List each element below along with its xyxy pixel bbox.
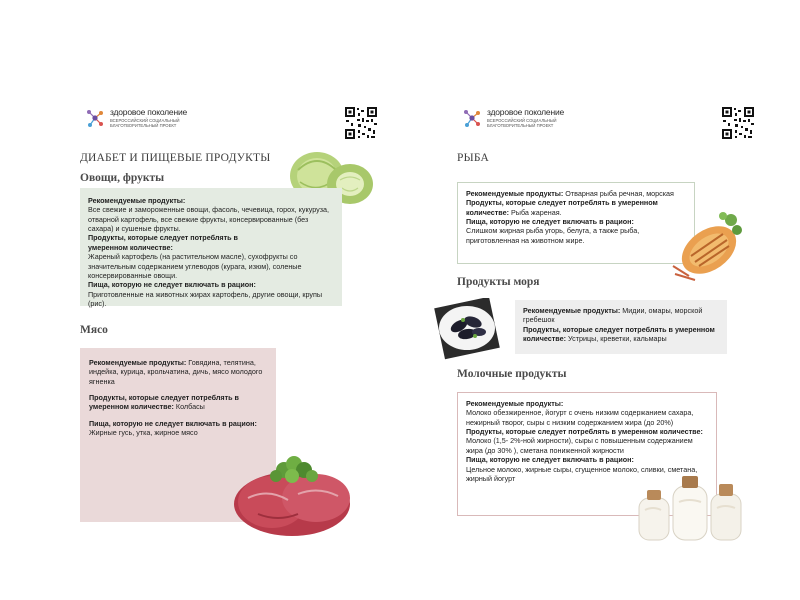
dairy-recommended-text: Молоко обезжиренное, йогурт с очень низким содержанием сахара, нежирный творог, сыры с низким содержанием жира (до 20%) <box>466 408 694 427</box>
milk-bottles-image <box>631 470 749 544</box>
meat-recommended-label: Рекомендуемые продукты: <box>89 358 187 367</box>
veg-info-box <box>80 188 342 306</box>
veg-recommended-text: Все свежие и замороженные овощи, фасоль, чечевица, горох, кукуруза, отварной картофель, все свежие фрукты, консервированные (без сахара) и сушеные фрукты. <box>88 205 330 234</box>
veg-recommended-label: Рекомендуемые продукты: <box>88 196 186 205</box>
brand-name-right: здоровое поколение <box>487 106 565 117</box>
left-page <box>78 92 378 552</box>
fish-moderate-text: Рыба жареная. <box>511 207 562 217</box>
brand-subtitle: ВСЕРОССИЙСКИЙ СОЦИАЛЬНЫЙ БЛАГОТВОРИТЕЛЬНЫЙ ПРОЕКТ <box>110 118 180 129</box>
meat-moderate-text: Колбасы <box>175 402 205 412</box>
veg-exclude-text: Приготовленные на животных жирах картофель, другие овощи, крупы (рис). <box>88 289 323 308</box>
dairy-exclude-label: Пища, которую не следует включать в рацион: <box>466 455 634 465</box>
sea-heading: Продукты моря <box>457 276 540 288</box>
dairy-moderate-text: Молоко (1,5- 2%-ной жирности), сыры с повышенным содержанием жира (до 30% ), сметана пониженной жирности <box>466 436 693 455</box>
fish-heading: РЫБА <box>457 152 489 164</box>
sea-moderate-label: Продукты, которые следует потреблять в умеренном количестве: <box>523 324 715 344</box>
sea-info-box <box>515 300 727 354</box>
fish-exclude-label: Пища, которую не следует включать в рацион: <box>466 217 634 227</box>
dairy-moderate-label: Продукты, которые следует потреблять в умеренном количестве: <box>466 427 703 437</box>
veg-moderate-label: Продукты, которые следует потреблять в умеренном количестве: <box>88 233 238 252</box>
molecule-logo-icon <box>84 107 106 129</box>
dairy-recommended-label: Рекомендуемые продукты: <box>466 399 564 408</box>
fish-exclude-text: Слишком жирная рыба угорь, белуга, а также рыба, приготовленная на животном жире. <box>466 226 640 245</box>
sea-recommended-text: Мидии, омары, морской гребешок <box>523 306 703 325</box>
molecule-logo-icon <box>461 107 483 129</box>
fish-recommended-label: Рекомендуемые продукты: <box>466 189 564 198</box>
sea-moderate-text: Устрицы, креветки, кальмары <box>568 334 667 344</box>
qr-code-icon <box>344 106 378 140</box>
fish-info-box <box>457 182 695 264</box>
dairy-exclude-text: Цельное молоко, жирные сыры, сгущенное молоко, сливки, сметана, жирный йогурт <box>466 464 698 483</box>
meat-moderate-label: Продукты, которые следует потреблять в умеренном количестве: <box>89 393 239 412</box>
meat-recommended-text: Говядина, телятина, индейка, курица, крольчатина, дичь, мясо молодого ягненка <box>89 358 263 386</box>
page-title: ДИАБЕТ И ПИЩЕВЫЕ ПРОДУКТЫ <box>80 152 271 164</box>
veg-heading: Овощи, фрукты <box>80 172 165 184</box>
meat-heading: Мясо <box>80 324 108 336</box>
mussels-image <box>429 298 507 360</box>
fish-recommended-text: Отварная рыба речная, морская <box>565 189 674 198</box>
meat-exclude-label: Пища, которую не следует включать в рацион: <box>89 418 257 428</box>
brand-name: здоровое поколение <box>110 106 188 117</box>
brand-logo-right <box>461 106 582 130</box>
right-page <box>455 92 755 552</box>
sea-recommended-label: Рекомендуемые продукты: <box>523 306 621 315</box>
qr-code-icon <box>721 106 755 140</box>
dairy-heading: Молочные продукты <box>457 368 567 380</box>
veg-exclude-label: Пища, которую не следует включать в рацион: <box>88 280 256 290</box>
meat-image <box>228 448 360 540</box>
brand-subtitle-right: ВСЕРОССИЙСКИЙ СОЦИАЛЬНЫЙ БЛАГОТВОРИТЕЛЬНЫЙ ПРОЕКТ <box>487 118 557 129</box>
brand-logo <box>84 106 205 130</box>
fish-moderate-label: Продукты, которые следует потреблять в умеренном количестве: <box>466 198 658 217</box>
veg-moderate-text: Жареный картофель (на растительном масле), сухофрукты со значительным содержанием углеводов (курага, изюм), соленые консервированные овощи. <box>88 252 302 280</box>
meat-exclude-text: Жирные гусь, утка, жирное мясо <box>89 428 198 438</box>
fish-image <box>665 204 749 288</box>
